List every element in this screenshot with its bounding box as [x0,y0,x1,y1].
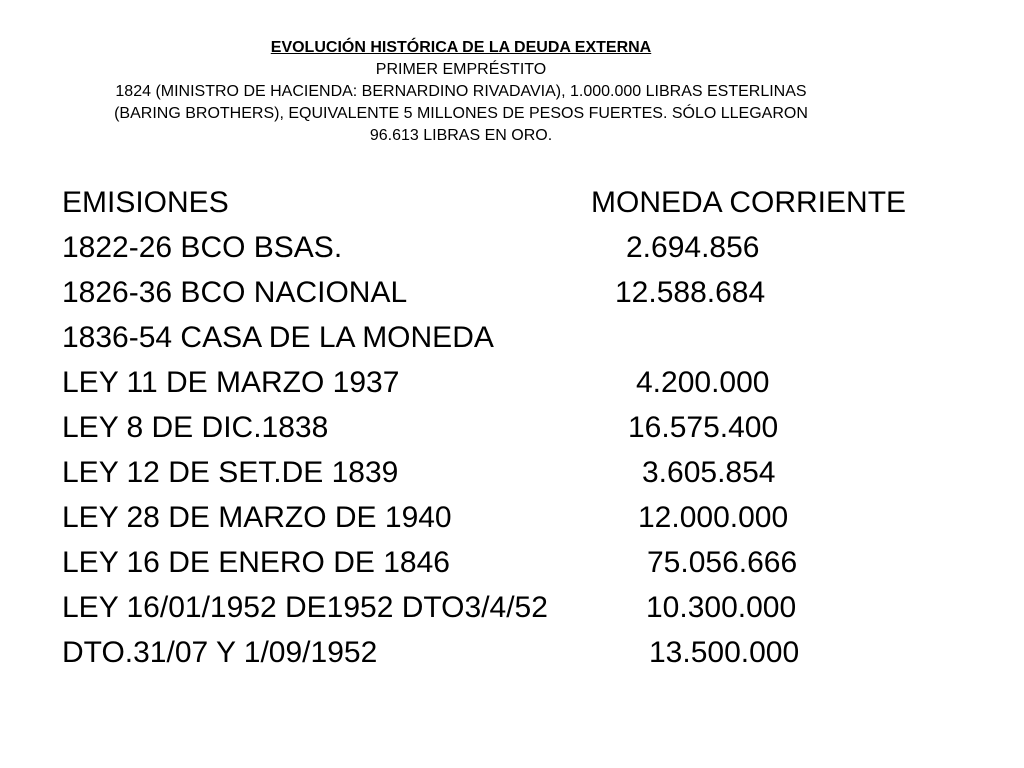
table-row [62,450,962,495]
row-label: 1826-36 BCO NACIONAL [62,276,408,309]
row-value: 3.605.854 [642,456,776,489]
row-label: LEY 12 DE SET.DE 1839 [62,456,399,489]
document-header [0,37,922,147]
row-value: 75.056.666 [647,546,798,579]
header-line-2: (BARING BROTHERS), EQUIVALENTE 5 MILLONES DE PESOS FUERTES. SÓLO LLEGARON [114,105,808,122]
row-label: 1836-54 CASA DE LA MONEDA [62,321,494,354]
column-header-emisiones: EMISIONES [62,186,229,219]
row-label: LEY 11 DE MARZO 1937 [62,366,400,399]
table-row [62,360,962,405]
table-header-row [62,180,962,225]
row-value: 4.200.000 [636,366,770,399]
table-row [62,630,962,675]
row-value: 12.588.684 [615,276,766,309]
table-row [62,405,962,450]
row-label: LEY 8 DE DIC.1838 [62,411,329,444]
row-label: 1822-26 BCO BSAS. [62,231,343,264]
row-label: LEY 28 DE MARZO DE 1940 [62,501,452,534]
table-row [62,225,962,270]
header-line-3: 96.613 LIBRAS EN ORO. [369,127,553,144]
table-row [62,495,962,540]
row-label: DTO.31/07 Y 1/09/1952 [62,636,378,669]
row-value: 12.000.000 [638,501,789,534]
header-line-1: 1824 (MINISTRO DE HACIENDA: BERNARDINO RIVADAVIA), 1.000.000 LIBRAS ESTERLINAS [115,83,807,100]
row-value: 13.500.000 [649,636,800,669]
row-label: LEY 16/01/1952 DE1952 DTO3/4/52 [62,591,548,624]
row-label: LEY 16 DE ENERO DE 1846 [62,546,450,579]
document-subtitle: PRIMER EMPRÉSTITO [375,61,547,78]
table-row [62,270,962,315]
table-row [62,540,962,585]
table-row [62,585,962,630]
row-value: 16.575.400 [628,411,779,444]
emissions-table [62,180,962,675]
document-title: EVOLUCIÓN HISTÓRICA DE LA DEUDA EXTERNA [270,39,652,56]
row-value: 2.694.856 [626,231,760,264]
column-header-moneda-corriente: MONEDA CORRIENTE [591,186,907,219]
row-value: 10.300.000 [646,591,797,624]
table-row [62,315,962,360]
